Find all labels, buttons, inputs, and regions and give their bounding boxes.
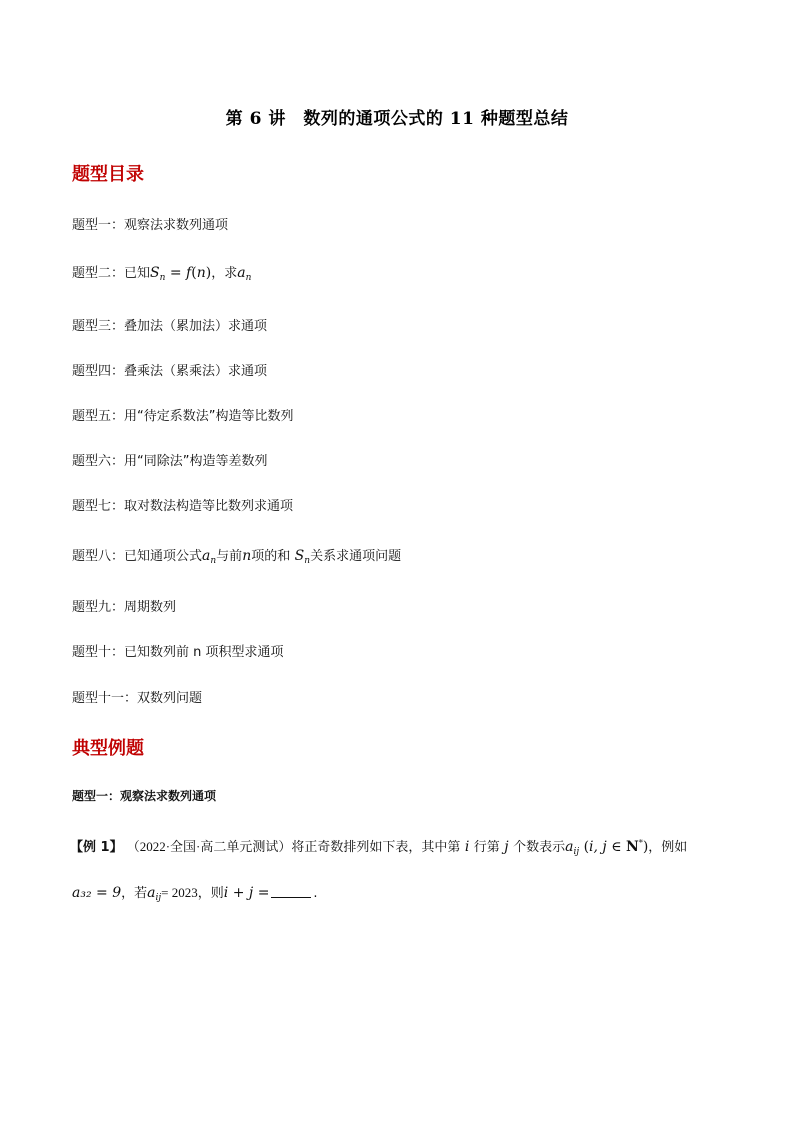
toc-item-8-mid1: 与前 [216,549,243,564]
example-1-text-1: 将正奇数排列如下表，其中第 [291,840,461,855]
formula-an: $a_n$ [237,265,252,283]
formula-i: i [460,839,474,855]
toc-item-1: 题型一：观察法求数列通项 [72,218,229,233]
toc-item-8-prefix: 题型八：已知通项公式 [72,549,203,564]
toc-item-10: 题型十：已知数列前 n 项积型求通项 [72,645,284,660]
examples-heading: 典型例题 [72,738,144,759]
formula-aij-in-n: $a_{ij}$ (i, j ∈ N*) [565,838,649,857]
example-section-title: 题型一：观察法求数列通项 [72,789,217,803]
formula-n: n [242,548,252,564]
formula-i-plus-j: i + j = [223,885,270,901]
toc-item-3: 题型三：叠加法（累加法）求通项 [72,319,268,334]
example-1-source: （2022·全国·高二单元测试） [126,839,292,854]
toc-item-11: 题型十一：双数列问题 [72,691,203,706]
example-1-text-3: 个数表示 [513,840,566,855]
example-1-line-2-end: . [313,886,318,901]
toc-item-8-suffix: 关系求通项问题 [310,549,402,564]
toc-item-8 [72,545,401,566]
example-1-tag: 【例 1】 [70,840,123,855]
example-1-line-2-text-2: ，则 [197,886,224,901]
toc-item-2-mid: ，求 [211,266,238,281]
toc-heading: 题型目录 [72,164,144,185]
example-1-line-2 [72,882,318,903]
example-1-line-2-text-1: ，若 [121,886,148,901]
toc-item-2-prefix: 题型二：已知 [72,266,151,281]
toc-item-2 [72,262,251,283]
example-1-text-2: 行第 [473,840,500,855]
formula-aij: $a_{ij}$ [147,885,162,903]
formula-j: j [499,839,514,855]
formula-sn: $S_n$ [290,548,311,566]
toc-item-4: 题型四：叠乘法（累乘法）求通项 [72,364,268,379]
page-title: 第 6 讲 数列的通项公式的 11 种题型总结 [225,109,569,129]
formula-an-8: $a_n$ [202,548,217,566]
example-1-text-4: ，例如 [648,840,688,855]
formula-a32-equals-9: a₃₂ = 9 [72,885,122,901]
toc-item-8-mid2: 项的和 [251,549,291,564]
formula-sn-equals-fn: $S_n = f(n)$ [150,265,212,283]
toc-item-9: 题型九：周期数列 [72,600,177,615]
formula-equals-2023: = 2023 [161,885,198,900]
toc-item-7: 题型七：取对数法构造等比数列求通项 [72,499,294,514]
toc-item-5: 题型五：用“待定系数法”构造等比数列 [72,409,294,424]
answer-blank[interactable] [271,885,311,898]
example-1-line-1 [70,836,687,857]
toc-item-6: 题型六：用“同除法”构造等差数列 [72,454,268,469]
